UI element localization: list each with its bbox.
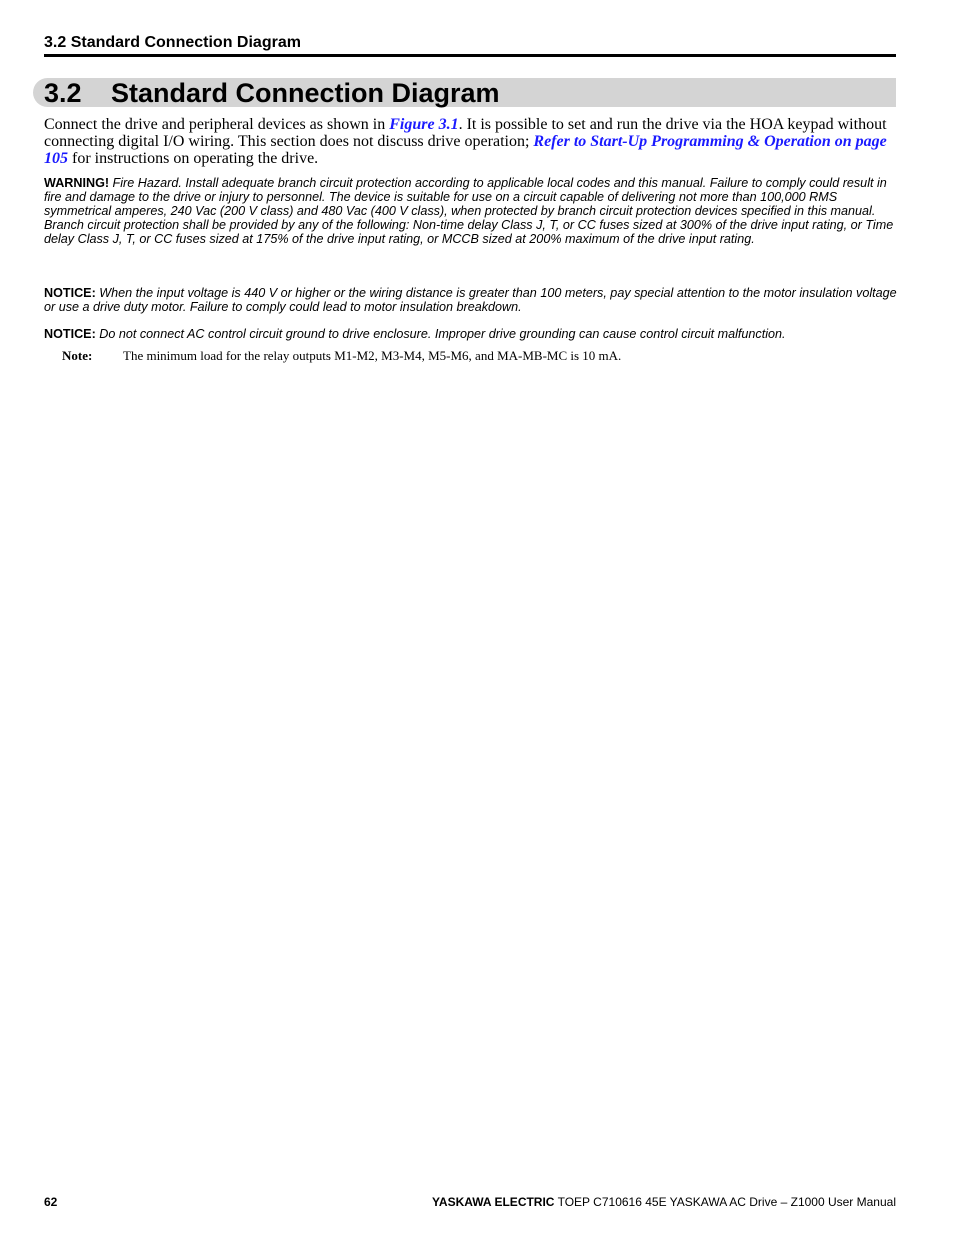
section-title-bar	[33, 78, 896, 107]
notice-block-2	[44, 327, 904, 341]
warning-paragraph-2: Branch circuit protection shall be provided by any of the following: Non-time delay Class J, T, or CC fuses sized at 300% of the drive input rating, or Time delay Class J, T, or CC fuses sized at 175% of the drive input rating, or MCCB sized at 200% maximum of the drive input rating.	[44, 218, 894, 246]
running-header: 3.2 Standard Connection Diagram	[44, 34, 896, 57]
footer-brand: YASKAWA ELECTRIC	[432, 1195, 555, 1209]
figure-link[interactable]: Figure 3.1	[389, 116, 459, 133]
footer-doc-ref: TOEP C710616 45E YASKAWA AC Drive – Z1000 User Manual	[554, 1195, 896, 1209]
warning-paragraph	[44, 176, 904, 218]
note-text: The minimum load for the relay outputs M1-M2, M3-M4, M5-M6, and MA-MB-MC is 10 mA.	[123, 348, 622, 363]
warning-block	[44, 176, 904, 246]
warning-label: WARNING!	[44, 176, 110, 190]
intro-paragraph	[44, 116, 904, 167]
notice-text-2: Do not connect AC control circuit ground to drive enclosure. Improper drive grounding can cause control circuit malfunction.	[95, 327, 786, 341]
intro-text-1: Connect the drive and peripheral devices as shown in	[44, 116, 390, 133]
intro-text-3: for instructions on operating the drive.	[68, 150, 319, 167]
notice-text-1: When the input voltage is 440 V or higher or the wiring distance is greater than 100 meters, pay special attention to the motor insulation voltage or use a drive duty motor. Failure to comply could lead to motor insulation breakdown.	[44, 286, 897, 314]
note-label: Note:	[62, 348, 93, 363]
section-title: Standard Connection Diagram	[111, 78, 500, 108]
note-block	[62, 348, 904, 363]
notice-label-2: NOTICE:	[44, 327, 96, 341]
notice-block-1	[44, 286, 904, 314]
page-link[interactable]: Refer to Start-Up Programming & Operation on page 105	[44, 133, 887, 167]
warning-text: Fire Hazard. Install adequate branch circuit protection according to applicable local codes and this manual. Failure to comply could result in fire and damage to the drive or injury to personnel. The device is suitable for use on a circuit capable of delivering not more than 100,000 RMS symmetrical amperes, 240 Vac (200 V class) and 480 Vac (400 V class), when protected by branch circuit protection devices specified in this manual.	[44, 176, 887, 218]
page-number: 62	[44, 1195, 58, 1209]
notice-label-1: NOTICE:	[44, 286, 96, 300]
section-number: 3.2	[44, 78, 82, 108]
intro-text-2: . It is possible to set and run the drive via the HOA keypad without connecting digital I/O wiring. This section does not discuss drive operation;	[44, 116, 887, 150]
footer-doc-info	[432, 1195, 896, 1209]
